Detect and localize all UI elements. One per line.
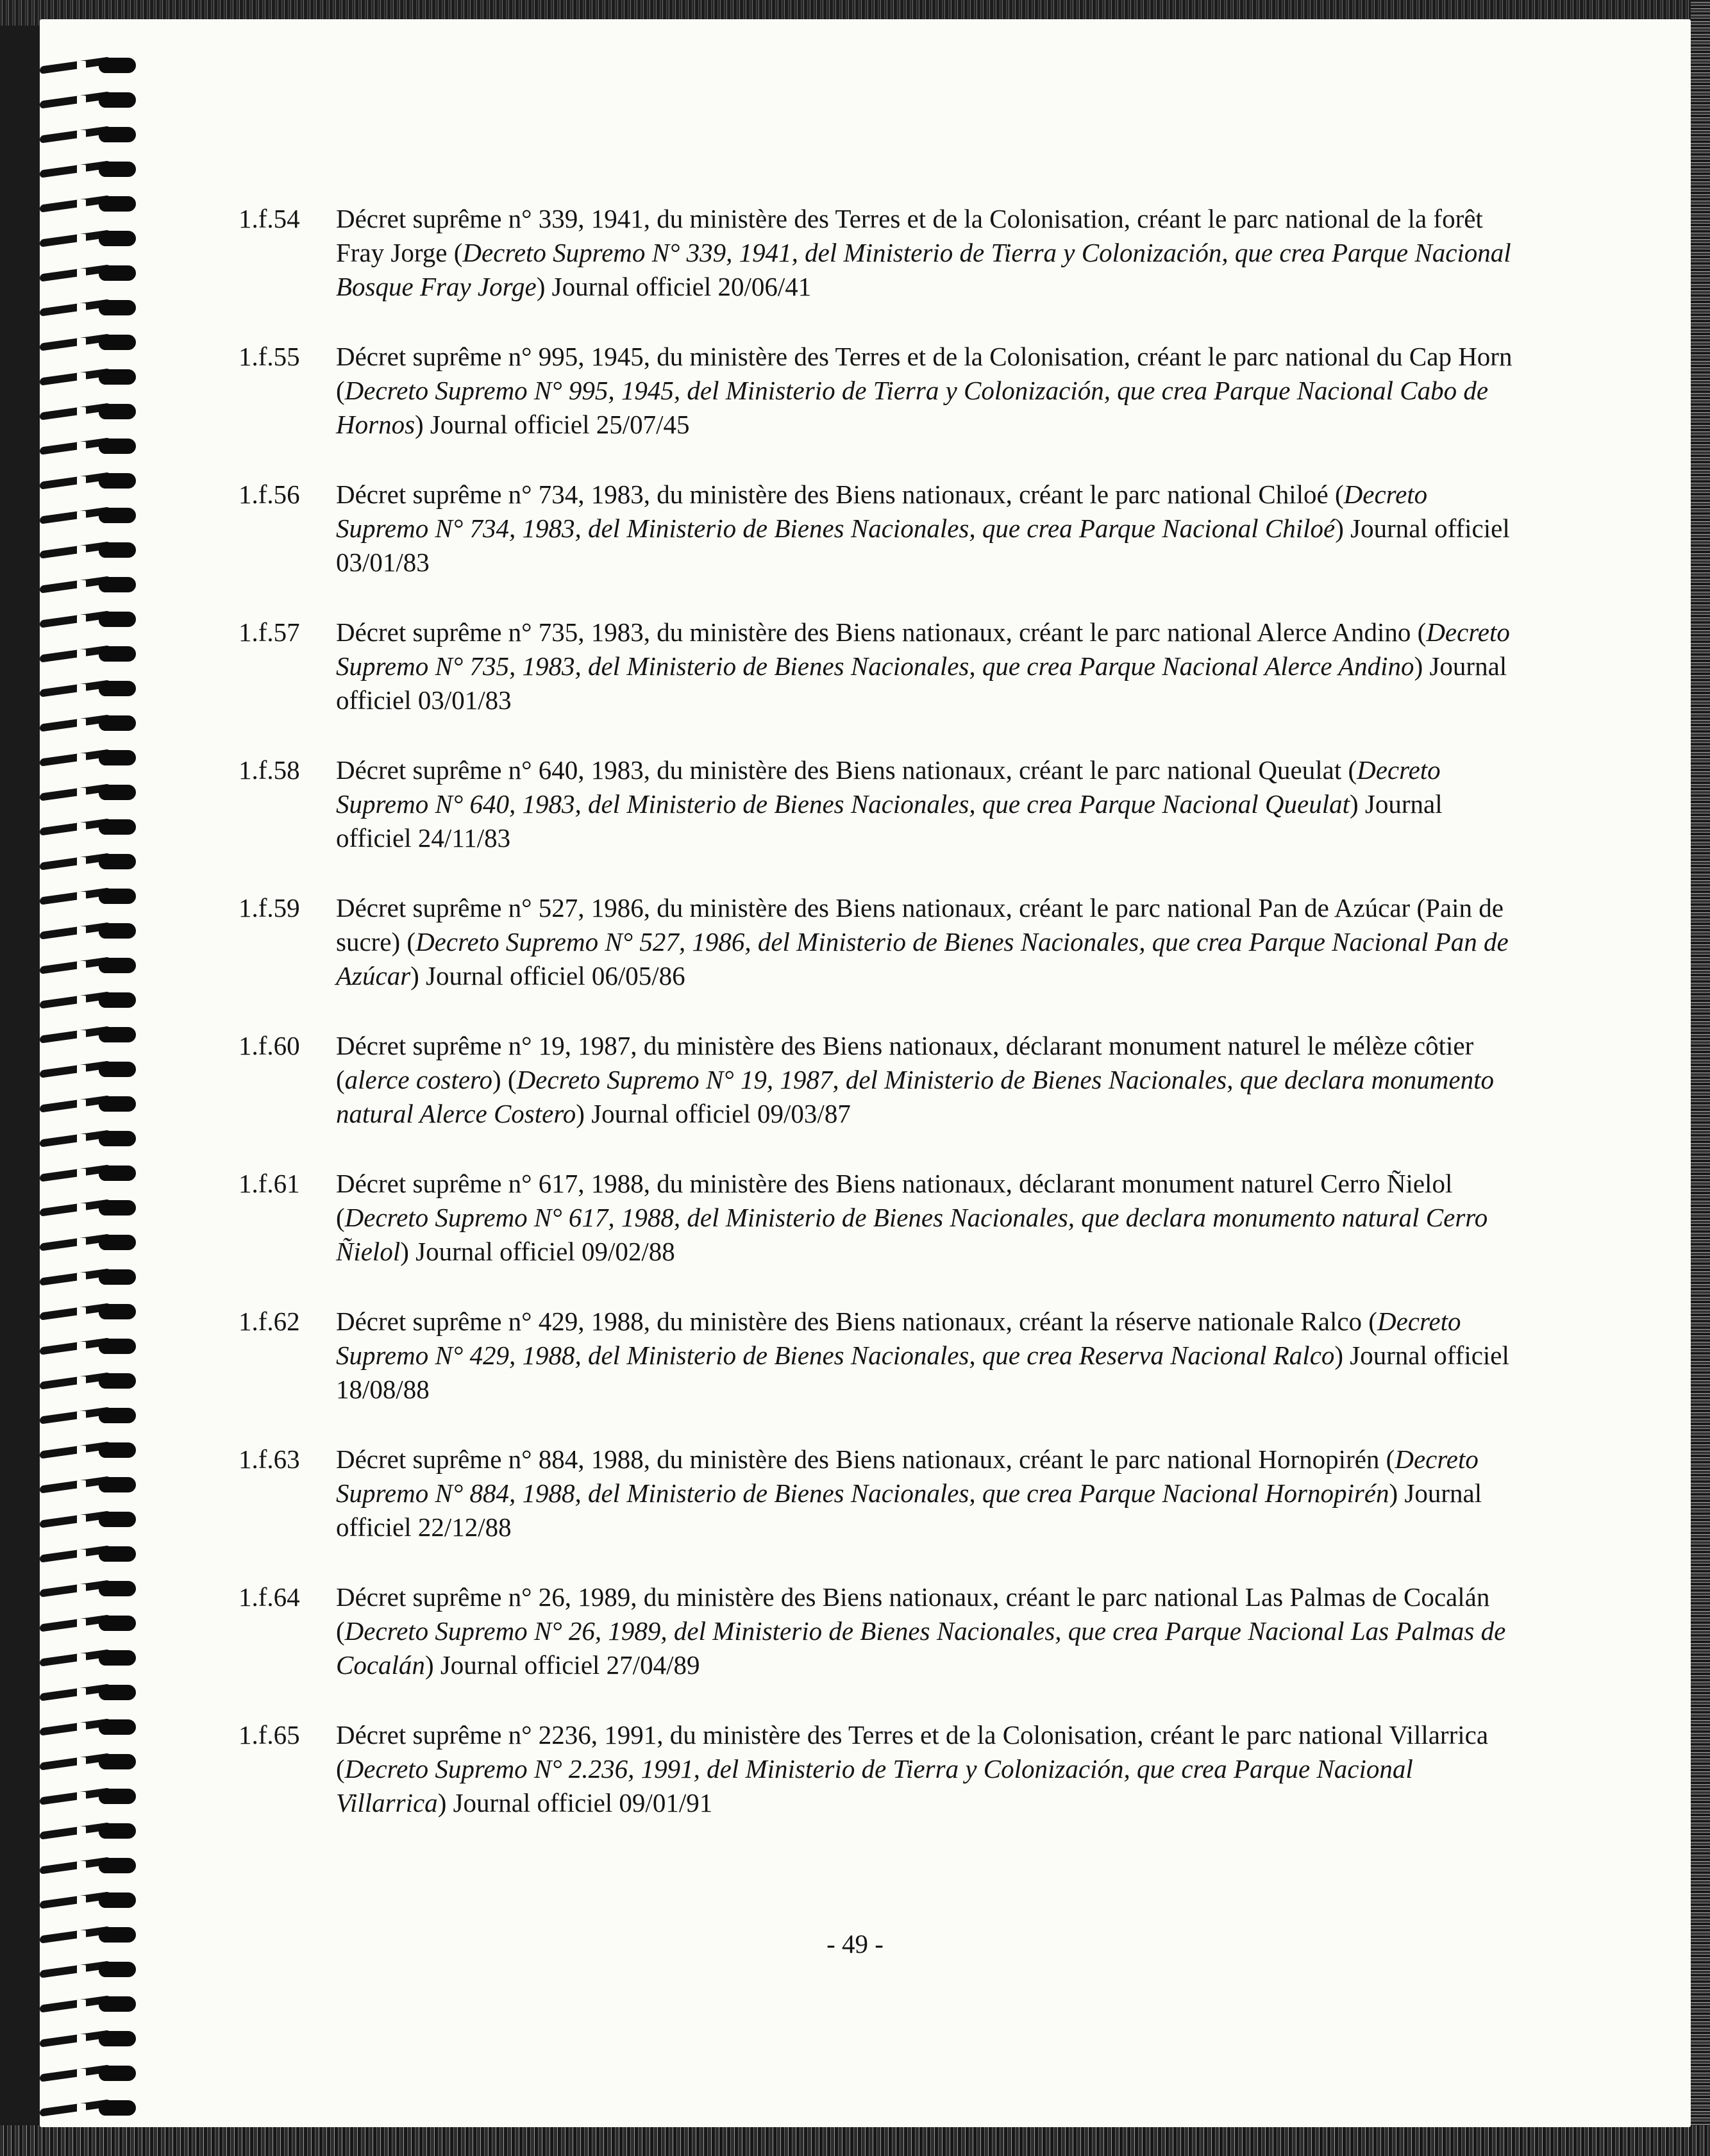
entry-text-french: Décret suprême n° 735, 1983, du ministère des Biens nationaux, créant le parc national Alerce Andino ( [336,617,1427,647]
list-item [239,340,1521,442]
binding-coil [40,2100,136,2116]
binding-coil [40,1581,136,1596]
binding-coil [40,1304,136,1319]
entry-text-journal: ) Journal officiel 27/04/89 [424,1650,700,1680]
binding-coil [40,162,136,177]
list-item [239,1167,1521,1269]
binding-coil [40,335,136,350]
entry-text-french: Décret suprême n° 527, 1986, du ministère des Biens nationaux, créant le parc national Pan de Azúcar (Pain de sucre) ( [336,893,1504,957]
binding-coil [40,577,136,592]
entry-number: 1.f.61 [239,1169,300,1198]
binding-coil [40,404,136,419]
binding-coil [40,646,136,662]
entry-text-spanish-title: Decreto Supremo N° 734, 1983, del Ministerio de Bienes Nacionales, que crea Parque Nacional Chiloé [336,480,1428,543]
entry-text-french: Décret suprême n° 19, 1987, du ministère des Biens nationaux, déclarant monument naturel le mélèze côtier ( [336,1031,1474,1094]
entry-text [336,1305,1521,1407]
binding-coil [40,1200,136,1216]
list-item [239,478,1521,580]
binding-coil [40,58,136,73]
binding-coil [40,2031,136,2046]
entry-text [336,1580,1521,1682]
binding-coil [40,1339,136,1354]
binding-coil [40,1235,136,1250]
binding-coil [40,612,136,627]
entry-text-french: Décret suprême n° 26, 1989, du ministère des Biens nationaux, créant le parc national Las Palmas de Cocalán ( [336,1582,1490,1646]
entry-number: 1.f.58 [239,755,300,785]
page-number: - 49 - [826,1929,884,1959]
binding-coil [40,231,136,246]
binding-coil [40,1373,136,1389]
entry-text [336,1442,1521,1544]
entry-text-spanish-title: Decreto Supremo N° 884, 1988, del Ministerio de Bienes Nacionales, que crea Parque Nacional Hornopirén [336,1444,1479,1508]
list-item [239,615,1521,717]
binding-coil [40,300,136,315]
binding-coil [40,196,136,212]
binding-coil [40,1408,136,1423]
entry-number: 1.f.55 [239,342,300,371]
binding-coil [40,889,136,904]
entry-list [239,202,1521,1856]
list-item [239,202,1521,304]
entry-text-italic-term: alerce costero [344,1065,493,1094]
binding-coil [40,1789,136,1804]
binding-coil [40,1096,136,1112]
binding-coil [40,473,136,489]
entry-text-journal: ) Journal officiel 24/11/83 [336,789,1443,853]
entry-text-journal: ) Journal officiel 18/08/88 [336,1341,1509,1404]
binding-coil [40,92,136,108]
entry-text-spanish-title: Decreto Supremo N° 527, 1986, del Ministerio de Bienes Nacionales, que crea Parque Nacional Pan de Azúcar [336,927,1509,990]
binding-coil [40,1546,136,1562]
entry-text [336,1029,1521,1131]
entry-text-french: Décret suprême n° 2236, 1991, du ministère des Terres et de la Colonisation, créant le parc national Villarrica ( [336,1720,1489,1784]
entry-text-journal: ) Journal officiel 09/01/91 [437,1788,713,1818]
binding-coil [40,1858,136,1873]
entry-text [336,478,1521,580]
spiral-binding [40,58,142,2148]
binding-coil [40,1166,136,1181]
binding-coil [40,1754,136,1769]
entry-text [336,1167,1521,1269]
binding-coil [40,2066,136,2081]
binding-coil [40,1442,136,1458]
binding-coil [40,265,136,281]
entry-text-spanish-title: Decreto Supremo N° 617, 1988, del Ministerio de Bienes Nacionales, que declara monumento natural Cerro Ñielol [336,1203,1488,1266]
binding-coil [40,715,136,731]
entry-number: 1.f.60 [239,1031,300,1060]
entry-number: 1.f.56 [239,480,300,509]
binding-coil [40,1685,136,1700]
entry-text-journal: ) Journal officiel 09/03/87 [576,1099,851,1128]
entry-text-spanish-title: Decreto Supremo N° 26, 1989, del Ministerio de Bienes Nacionales, que crea Parque Nacional Las Palmas de Cocalán [336,1616,1506,1680]
entry-text-french: Décret suprême n° 640, 1983, du ministère des Biens nationaux, créant le parc national Queulat ( [336,755,1357,785]
binding-coil [40,1893,136,1908]
entry-number: 1.f.63 [239,1444,300,1474]
entry-number: 1.f.65 [239,1720,300,1750]
entry-text [336,340,1521,442]
entry-text-french: Décret suprême n° 617, 1988, du ministère des Biens nationaux, déclarant monument naturel Cerro Ñielol ( [336,1169,1453,1232]
entry-text-spanish-title: Decreto Supremo N° 339, 1941, del Ministerio de Tierra y Colonización, que crea Parque Nacional Bosque Fray Jorge [336,238,1511,301]
binding-coil [40,1269,136,1285]
binding-coil [40,923,136,939]
binding-coil [40,1823,136,1839]
binding-coil [40,1616,136,1631]
entry-number: 1.f.59 [239,893,300,923]
binding-coil [40,750,136,765]
entry-text-journal: ) Journal officiel 09/02/88 [400,1237,675,1266]
entry-text-spanish-title: Decreto Supremo N° 2.236, 1991, del Ministerio de Tierra y Colonización, que crea Parque Nacional Villarrica [336,1754,1413,1818]
binding-coil [40,1996,136,2012]
entry-text-spanish-title: Decreto Supremo N° 995, 1945, del Ministerio de Tierra y Colonización, que crea Parque Nacional Cabo de Hornos [336,376,1489,439]
binding-coil [40,127,136,142]
binding-coil [40,542,136,558]
entry-text-french: Décret suprême n° 339, 1941, du ministère des Terres et de la Colonisation, créant le parc national de la forêt Fray Jorge ( [336,204,1483,267]
entry-text-french: Décret suprême n° 734, 1983, du ministère des Biens nationaux, créant le parc national Chiloé ( [336,480,1344,509]
entry-text-journal: ) Journal officiel 20/06/41 [536,272,812,301]
entry-text-journal: ) Journal officiel 03/01/83 [336,514,1510,577]
binding-coil [40,369,136,385]
binding-coil [40,681,136,696]
binding-coil [40,1131,136,1146]
binding-coil [40,1512,136,1527]
binding-coil [40,992,136,1008]
entry-text-journal: ) Journal officiel 25/07/45 [415,410,690,439]
scan-border-right [1691,0,1710,2156]
scan-border-bottom [0,2125,1710,2156]
binding-coil [40,1027,136,1042]
entry-text-journal: ) Journal officiel 22/12/88 [336,1478,1482,1542]
entry-text-spanish-title: Decreto Supremo N° 640, 1983, del Ministerio de Bienes Nacionales, que crea Parque Nacional Queulat [336,755,1441,819]
entry-text [336,202,1521,304]
binding-coil [40,439,136,454]
binding-coil [40,1062,136,1077]
entry-text [336,753,1521,855]
entry-number: 1.f.64 [239,1582,300,1612]
entry-text-spanish-title: Decreto Supremo N° 19, 1987, del Ministerio de Bienes Nacionales, que declara monumento natural Alerce Costero [336,1065,1494,1128]
list-item [239,1718,1521,1820]
entry-text [336,615,1521,717]
entry-number: 1.f.54 [239,204,300,233]
entry-text [336,891,1521,993]
entry-text-journal: ) Journal officiel 06/05/86 [410,961,685,990]
binding-coil [40,854,136,869]
binding-coil [40,1477,136,1492]
entry-text-french: Décret suprême n° 429, 1988, du ministère des Biens nationaux, créant la réserve nationale Ralco ( [336,1307,1377,1336]
binding-coil [40,958,136,973]
list-item [239,891,1521,993]
entry-text-spanish-title: Decreto Supremo N° 735, 1983, del Ministerio de Bienes Nacionales, que crea Parque Nacional Alerce Andino [336,617,1510,681]
entry-text-spanish-title: Decreto Supremo N° 429, 1988, del Ministerio de Bienes Nacionales, que crea Reserva Nacional Ralco [336,1307,1461,1370]
list-item [239,1442,1521,1544]
binding-coil [40,819,136,835]
list-item [239,753,1521,855]
entry-number: 1.f.57 [239,617,300,647]
entry-text [336,1718,1521,1820]
binding-coil [40,508,136,523]
binding-coil [40,1719,136,1735]
binding-coil [40,1650,136,1666]
entry-text-separator: ) ( [492,1065,517,1094]
entry-text-journal: ) Journal officiel 03/01/83 [336,651,1507,715]
list-item [239,1305,1521,1407]
entry-text-french: Décret suprême n° 995, 1945, du ministère des Terres et de la Colonisation, créant le parc national du Cap Horn ( [336,342,1513,405]
binding-coil [40,1962,136,1977]
entry-text-french: Décret suprême n° 884, 1988, du ministère des Biens nationaux, créant le parc national Hornopirén ( [336,1444,1395,1474]
entry-number: 1.f.62 [239,1307,300,1336]
list-item [239,1029,1521,1131]
list-item [239,1580,1521,1682]
binding-coil [40,785,136,800]
